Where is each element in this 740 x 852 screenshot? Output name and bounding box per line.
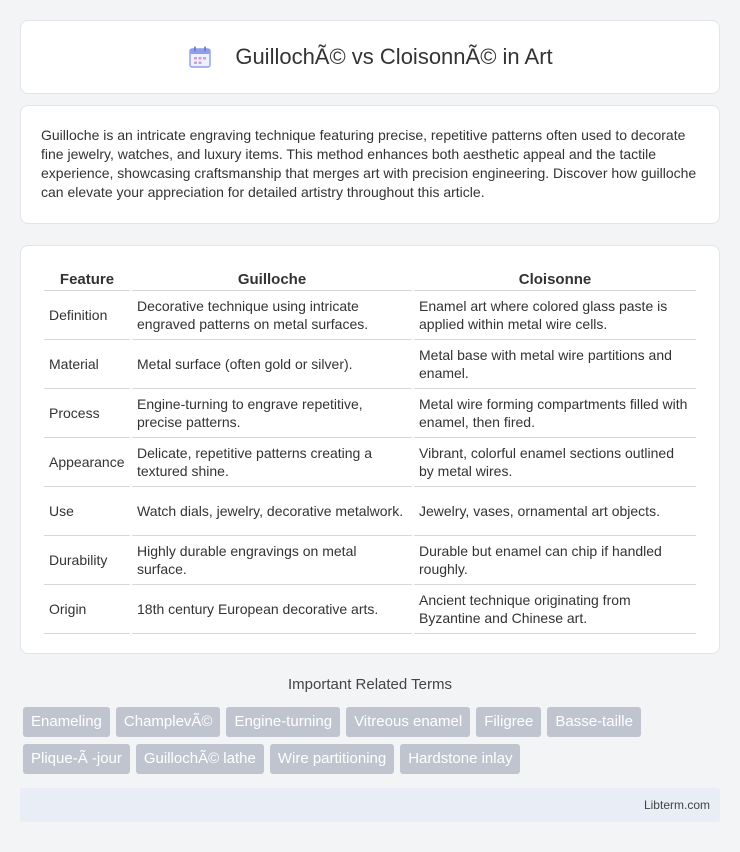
related-term-tag[interactable]: GuillochÃ© lathe	[136, 744, 264, 774]
row-cloisonne: Metal wire forming compartments filled with enamel, then fired.	[414, 389, 696, 438]
related-term-tag[interactable]: Engine-turning	[226, 707, 340, 737]
row-guilloche: Delicate, repetitive patterns creating a textured shine.	[132, 438, 412, 487]
table-row	[44, 585, 696, 634]
header-feature: Feature	[44, 266, 130, 291]
table-header-row	[44, 266, 696, 291]
row-guilloche: Engine-turning to engrave repetitive, precise patterns.	[132, 389, 412, 438]
row-guilloche: Watch dials, jewelry, decorative metalwork.	[132, 487, 412, 536]
comparison-table	[42, 266, 698, 634]
table-row	[44, 340, 696, 389]
related-term-tag[interactable]: Vitreous enamel	[346, 707, 470, 737]
row-guilloche: Metal surface (often gold or silver).	[132, 340, 412, 389]
row-cloisonne: Metal base with metal wire partitions and enamel.	[414, 340, 696, 389]
related-term-tag[interactable]: Enameling	[23, 707, 110, 737]
footer-site-link[interactable]: Libterm.com	[643, 798, 710, 812]
intro-text: Guilloche is an intricate engraving technique featuring precise, repetitive patterns often used to decorate fine jewelry, watches, and luxury items. This method enhances both aesthetic appeal and the tactile experience, showcasing craftsmanship that merges art with precision engineering. Discover how guilloche can elevate your appreciation for detailed artistry throughout this article.	[41, 127, 697, 200]
footer	[20, 788, 720, 822]
intro-card	[20, 105, 720, 224]
row-cloisonne: Enamel art where colored glass paste is applied within metal wire cells.	[414, 291, 696, 340]
row-cloisonne: Vibrant, colorful enamel sections outlined by metal wires.	[414, 438, 696, 487]
table-row	[44, 438, 696, 487]
row-guilloche: Highly durable engravings on metal surface.	[132, 536, 412, 585]
row-guilloche: Decorative technique using intricate engraved patterns on metal surfaces.	[132, 291, 412, 340]
row-cloisonne: Ancient technique originating from Byzantine and Chinese art.	[414, 585, 696, 634]
table-row	[44, 291, 696, 340]
calendar-icon	[187, 44, 213, 70]
related-term-tag[interactable]: Filigree	[476, 707, 541, 737]
related-terms-title: Important Related Terms	[288, 676, 452, 693]
related-term-tag[interactable]: Wire partitioning	[270, 744, 394, 774]
row-feature: Material	[44, 340, 130, 389]
row-feature: Appearance	[44, 438, 130, 487]
table-row	[44, 487, 696, 536]
row-feature: Definition	[44, 291, 130, 340]
header-cloisonne: Cloisonne	[414, 266, 696, 291]
row-cloisonne: Jewelry, vases, ornamental art objects.	[414, 487, 696, 536]
table-row	[44, 389, 696, 438]
row-feature: Durability	[44, 536, 130, 585]
header-card	[20, 20, 720, 94]
row-feature: Use	[44, 487, 130, 536]
related-term-tag[interactable]: Basse-taille	[547, 707, 641, 737]
related-term-tag[interactable]: Hardstone inlay	[400, 744, 520, 774]
header-guilloche: Guilloche	[132, 266, 412, 291]
table-row	[44, 536, 696, 585]
row-feature: Process	[44, 389, 130, 438]
related-terms-list	[23, 707, 723, 774]
comparison-table-card	[20, 245, 720, 654]
page-title: GuillochÃ© vs CloisonnÃ© in Art	[235, 44, 553, 69]
related-term-tag[interactable]: Plique-Ã -jour	[23, 744, 130, 774]
row-cloisonne: Durable but enamel can chip if handled roughly.	[414, 536, 696, 585]
row-feature: Origin	[44, 585, 130, 634]
row-guilloche: 18th century European decorative arts.	[132, 585, 412, 634]
related-term-tag[interactable]: ChamplevÃ©	[116, 707, 221, 737]
